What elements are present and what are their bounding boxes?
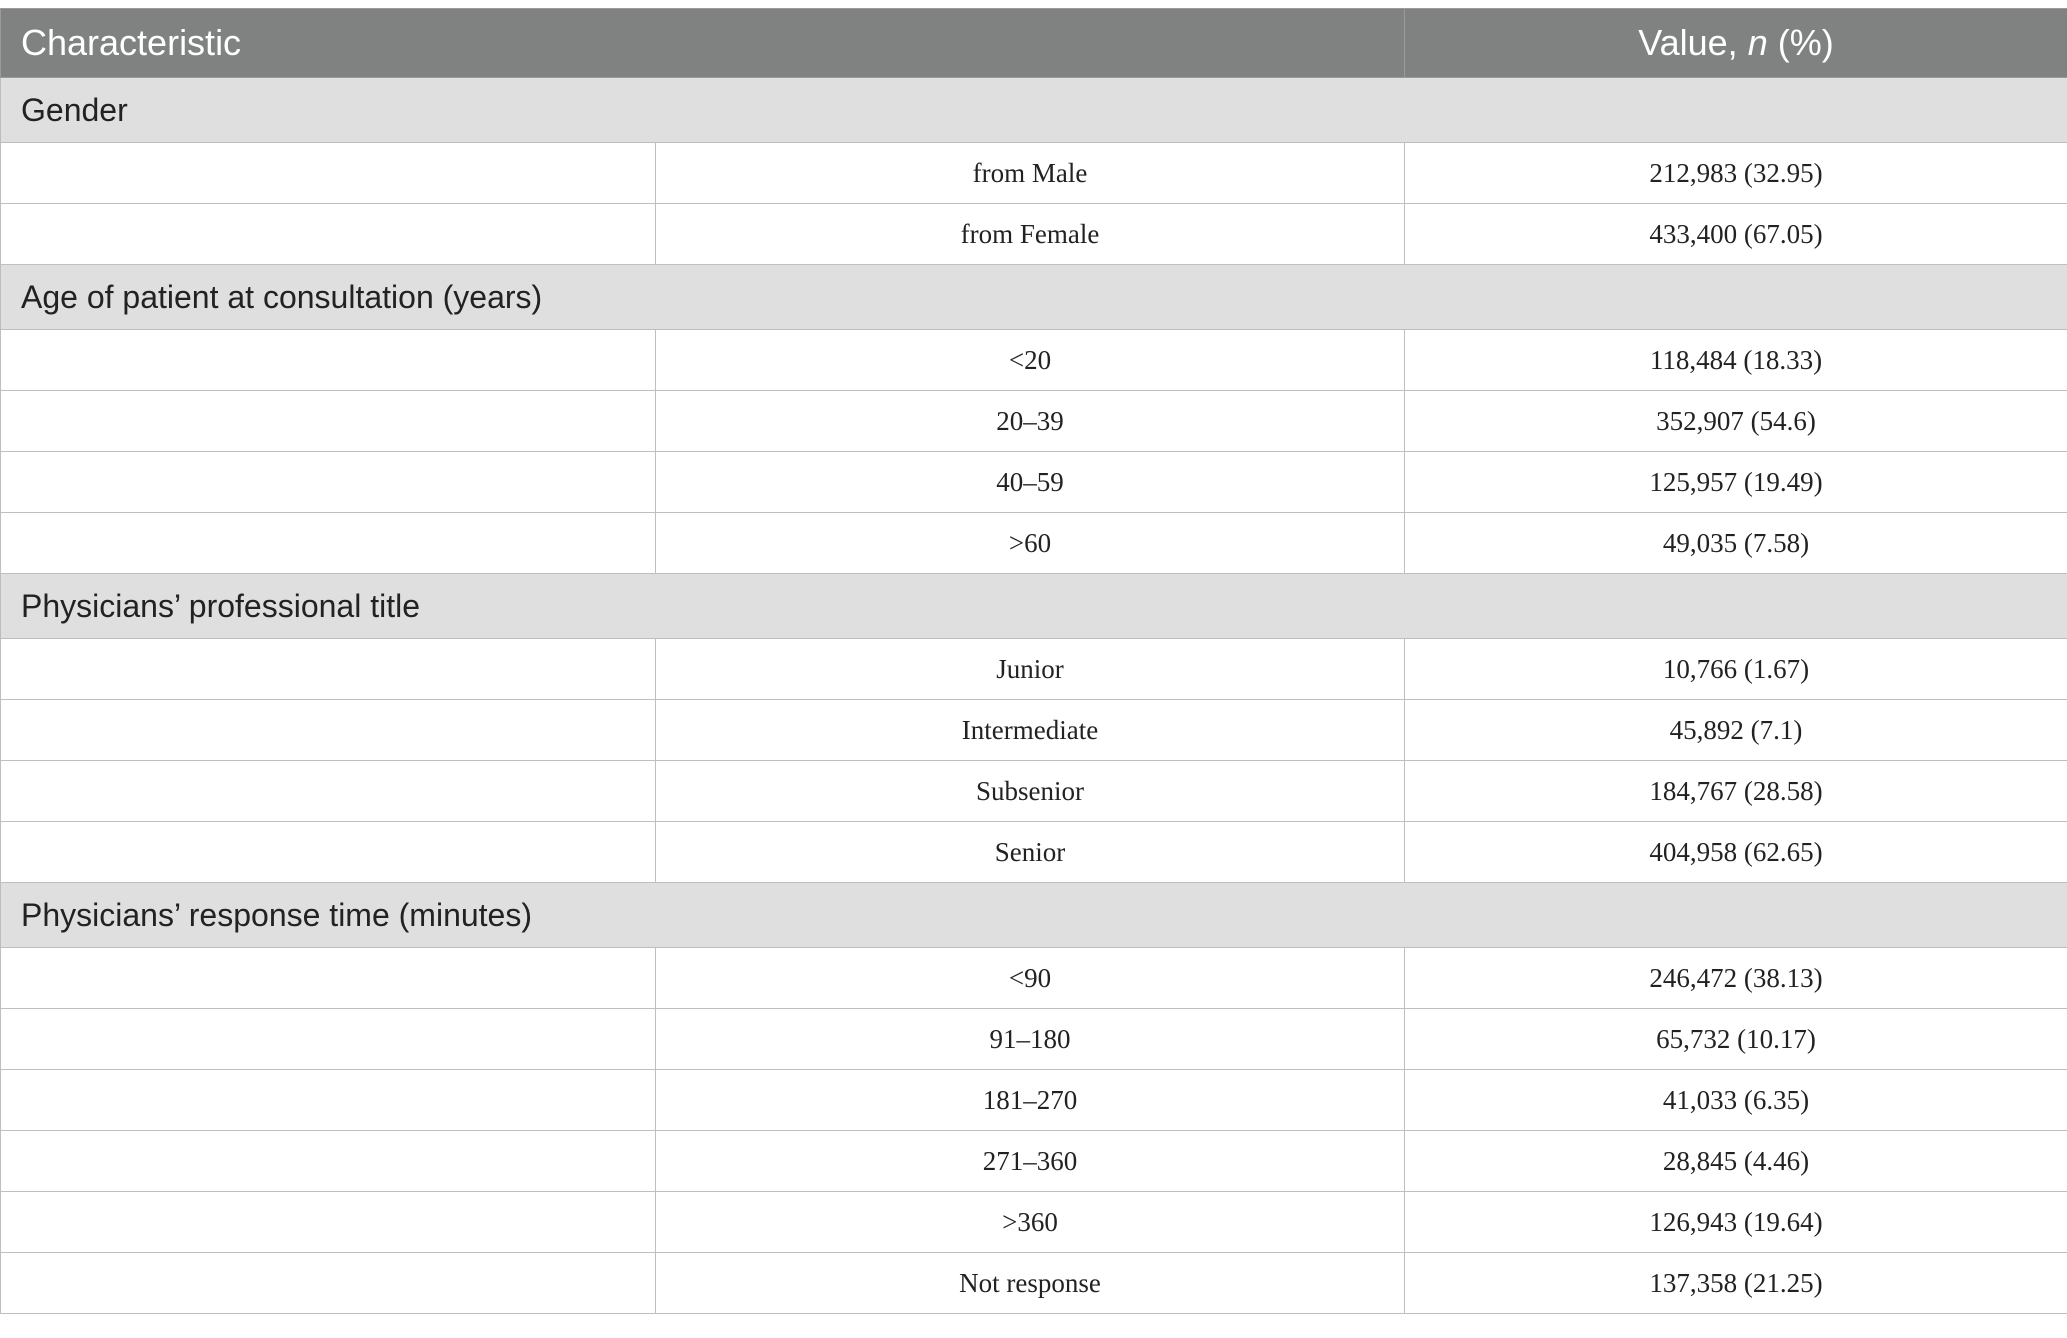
row-label: 20–39 (656, 391, 1405, 452)
row-label: 40–59 (656, 452, 1405, 513)
row-label: <90 (656, 948, 1405, 1009)
row-value: 352,907 (54.6) (1405, 391, 2067, 452)
row-label: 271–360 (656, 1131, 1405, 1192)
row-label: Intermediate (656, 700, 1405, 761)
empty-cell (1, 330, 656, 391)
section-header-row (1, 265, 2067, 330)
row-label: Subsenior (656, 761, 1405, 822)
table-row (1, 948, 2067, 1009)
section-header-row (1, 574, 2067, 639)
header-value-n: n (1747, 22, 1768, 63)
empty-cell (1, 1131, 656, 1192)
row-label: Senior (656, 822, 1405, 883)
row-label: >60 (656, 513, 1405, 574)
table-row (1, 761, 2067, 822)
table-row (1, 1192, 2067, 1253)
row-value: 118,484 (18.33) (1405, 330, 2067, 391)
row-label: 91–180 (656, 1009, 1405, 1070)
empty-cell (1, 948, 656, 1009)
empty-cell (1, 143, 656, 204)
table-row (1, 452, 2067, 513)
row-value: 125,957 (19.49) (1405, 452, 2067, 513)
header-value-prefix: Value, (1638, 22, 1748, 63)
empty-cell (1, 1070, 656, 1131)
section-title: Physicians’ professional title (1, 574, 2067, 639)
table-row (1, 513, 2067, 574)
row-value: 246,472 (38.13) (1405, 948, 2067, 1009)
row-label: Junior (656, 639, 1405, 700)
row-value: 126,943 (19.64) (1405, 1192, 2067, 1253)
empty-cell (1, 761, 656, 822)
table-row (1, 330, 2067, 391)
header-value (1405, 9, 2067, 78)
table-row (1, 1070, 2067, 1131)
table-row (1, 1009, 2067, 1070)
section-header-row (1, 883, 2067, 948)
empty-cell (1, 639, 656, 700)
row-label: <20 (656, 330, 1405, 391)
row-value: 404,958 (62.65) (1405, 822, 2067, 883)
header-value-suffix: (%) (1767, 22, 1834, 63)
table-row (1, 1253, 2067, 1314)
row-value: 49,035 (7.58) (1405, 513, 2067, 574)
section-title: Physicians’ response time (minutes) (1, 883, 2067, 948)
row-label: from Female (656, 204, 1405, 265)
row-label: Not response (656, 1253, 1405, 1314)
row-value: 10,766 (1.67) (1405, 639, 2067, 700)
table-body (1, 78, 2067, 1314)
empty-cell (1, 1192, 656, 1253)
empty-cell (1, 204, 656, 265)
row-value: 137,358 (21.25) (1405, 1253, 2067, 1314)
row-label: from Male (656, 143, 1405, 204)
row-label: >360 (656, 1192, 1405, 1253)
characteristics-table (0, 8, 2067, 1314)
section-header-row (1, 78, 2067, 143)
table-row (1, 822, 2067, 883)
empty-cell (1, 513, 656, 574)
empty-cell (1, 700, 656, 761)
header-row (1, 9, 2067, 78)
table-row (1, 639, 2067, 700)
row-label: 181–270 (656, 1070, 1405, 1131)
table-row (1, 1131, 2067, 1192)
row-value: 212,983 (32.95) (1405, 143, 2067, 204)
empty-cell (1, 822, 656, 883)
header-characteristic: Characteristic (1, 9, 1405, 78)
row-value: 45,892 (7.1) (1405, 700, 2067, 761)
row-value: 41,033 (6.35) (1405, 1070, 2067, 1131)
row-value: 433,400 (67.05) (1405, 204, 2067, 265)
empty-cell (1, 1009, 656, 1070)
empty-cell (1, 452, 656, 513)
empty-cell (1, 1253, 656, 1314)
characteristics-table-container (0, 8, 2067, 1314)
row-value: 28,845 (4.46) (1405, 1131, 2067, 1192)
section-title: Gender (1, 78, 2067, 143)
section-title: Age of patient at consultation (years) (1, 265, 2067, 330)
table-row (1, 391, 2067, 452)
table-row (1, 700, 2067, 761)
row-value: 65,732 (10.17) (1405, 1009, 2067, 1070)
table-row (1, 204, 2067, 265)
table-header (1, 9, 2067, 78)
row-value: 184,767 (28.58) (1405, 761, 2067, 822)
empty-cell (1, 391, 656, 452)
table-row (1, 143, 2067, 204)
